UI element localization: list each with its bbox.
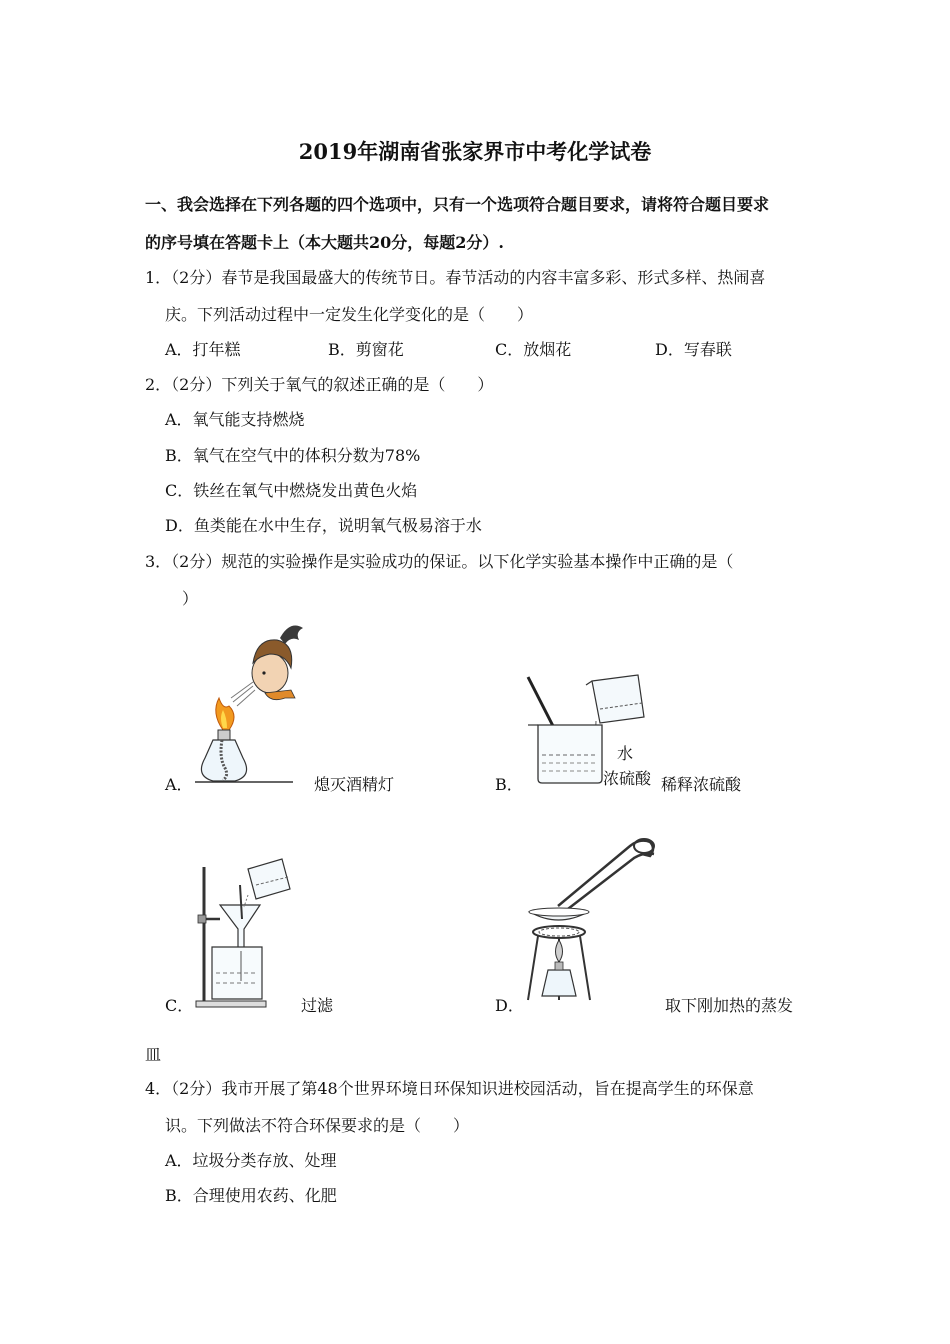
evaporating-dish-illustration — [518, 828, 663, 1008]
q3-option-c-letter[interactable]: C． — [165, 996, 194, 1015]
q1-stem-line1: 1．（2分）春节是我国最盛大的传统节日。春节活动的内容丰富多彩、形式多样、热闹喜 — [145, 268, 766, 287]
q1-option-a[interactable]: A．打年糕 — [165, 340, 241, 359]
q3-option-d-caption: 取下刚加热的蒸发 — [665, 996, 794, 1015]
q2-option-b[interactable]: B．氧气在空气中的体积分数为78% — [165, 446, 421, 465]
q3-b-water-label: 水 — [617, 744, 634, 763]
q3-option-a-letter[interactable]: A． — [165, 775, 193, 794]
q1-option-c[interactable]: C．放烟花 — [495, 340, 572, 359]
alcohol-lamp-illustration — [195, 618, 310, 788]
q3-b-acid-label: 浓硫酸 — [603, 769, 652, 788]
q4-stem-line2: 识。下列做法不符合环保要求的是（ ） — [165, 1116, 470, 1135]
section-heading-line1: 一、我会选择在下列各题的四个选项中，只有一个选项符合题目要求，请将符合题目要求 — [145, 195, 770, 214]
q3-option-c-caption: 过滤 — [301, 996, 334, 1015]
section-heading-line2: 的序号填在答题卡上（本大题共20分，每题2分）. — [145, 233, 504, 252]
q3-option-d-letter[interactable]: D． — [495, 996, 524, 1015]
q1-option-b[interactable]: B．剪窗花 — [328, 340, 404, 359]
filtration-illustration — [190, 855, 305, 1010]
q3-stem-line1: 3．（2分）规范的实验操作是实验成功的保证。以下化学实验基本操作中正确的是（ — [145, 552, 734, 571]
q2-option-d[interactable]: D．鱼类能在水中生存，说明氧气极易溶于水 — [165, 516, 482, 535]
q3-stem-line2: ） — [182, 589, 199, 608]
q4-option-b[interactable]: B．合理使用农药、化肥 — [165, 1186, 337, 1205]
q2-option-a[interactable]: A．氧气能支持燃烧 — [165, 410, 305, 429]
q1-option-d[interactable]: D．写春联 — [655, 340, 732, 359]
q1-stem-line2: 庆。下列活动过程中一定发生化学变化的是（ ） — [165, 305, 534, 324]
q2-option-c[interactable]: C．铁丝在氧气中燃烧发出黄色火焰 — [165, 481, 418, 500]
q2-stem: 2．（2分）下列关于氧气的叙述正确的是（ ） — [145, 375, 494, 394]
q3-option-b-caption: 稀释浓硫酸 — [661, 775, 742, 794]
q4-option-a[interactable]: A．垃圾分类存放、处理 — [165, 1151, 337, 1170]
q3-option-d-caption-cont: 皿 — [145, 1045, 162, 1064]
q4-stem-line1: 4．（2分）我市开展了第48个世界环境日环保知识进校园活动，旨在提高学生的环保意 — [145, 1079, 754, 1098]
q3-option-a-caption: 熄灭酒精灯 — [314, 775, 395, 794]
q3-option-b-letter[interactable]: B． — [495, 775, 523, 794]
page-title: 2019年湖南省张家界市中考化学试卷 — [298, 139, 652, 164]
